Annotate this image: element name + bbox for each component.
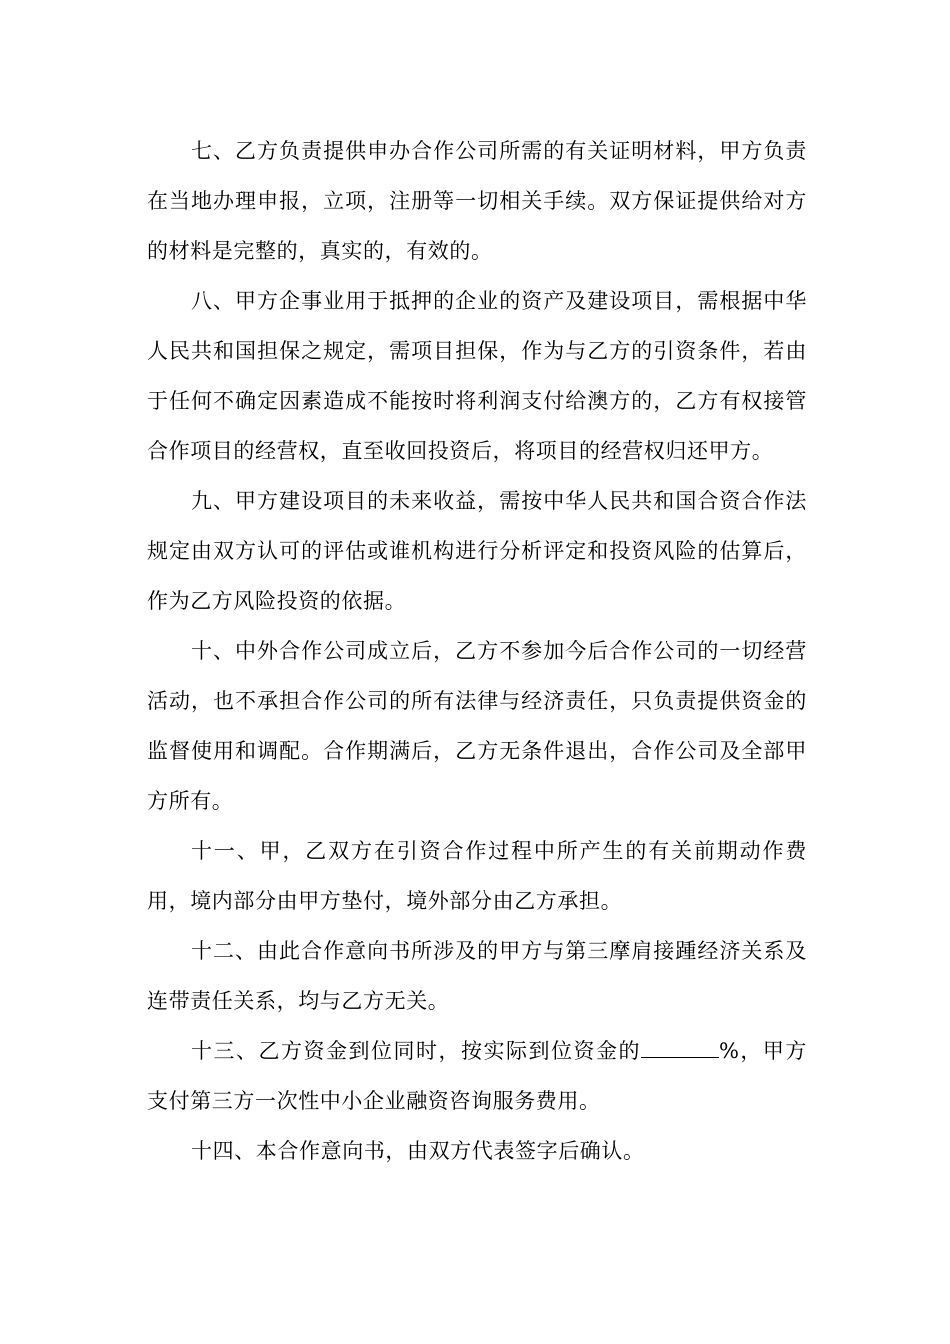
clause-8: 八、甲方企事业用于抵押的企业的资产及建设项目，需根据中华人民共和国担保之规定，需项目担保，作为与乙方的引资条件，若由于任何不确定因素造成不能按时将利润支付给澳方的，乙方有权接管合作项目的经营权，直至收回投资后，将项目的经营权归还甲方。	[147, 289, 807, 463]
clause-12: 十二、由此合作意向书所涉及的甲方与第三摩肩接踵经济关系及连带责任关系，均与乙方无关。	[147, 939, 807, 1013]
document-body	[147, 126, 807, 1176]
clause-14: 十四、本合作意向书，由双方代表签字后确认。	[191, 1139, 645, 1163]
clause-7: 七、乙方负责提供申办合作公司所需的有关证明材料，甲方负责在当地办理申报，立项，注册等一切相关手续。双方保证提供给对方的材料是完整的，真实的，有效的。	[147, 139, 807, 263]
clause-13-before: 十三、乙方资金到位同时，按实际到位资金的	[191, 1039, 641, 1063]
clause-13-after: %，甲方支付第三方一次性中小企业融资咨询服务费用。	[147, 1039, 807, 1113]
clause-11: 十一、甲，乙双方在引资合作过程中所产生的有关前期动作费用，境内部分由甲方垫付，境外部分由乙方承担。	[147, 839, 807, 913]
fill-in-blank[interactable]	[641, 1039, 719, 1058]
clause-13	[147, 1026, 807, 1126]
clause-10: 十、中外合作公司成立后，乙方不参加今后合作公司的一切经营活动，也不承担合作公司的所有法律与经济责任，只负责提供资金的监督使用和调配。合作期满后，乙方无条件退出，合作公司及全部甲方所有。	[147, 639, 807, 813]
clause-9: 九、甲方建设项目的未来收益，需按中华人民共和国合资合作法规定由双方认可的评估或谁机构进行分析评定和投资风险的估算后，作为乙方风险投资的依据。	[147, 489, 807, 613]
